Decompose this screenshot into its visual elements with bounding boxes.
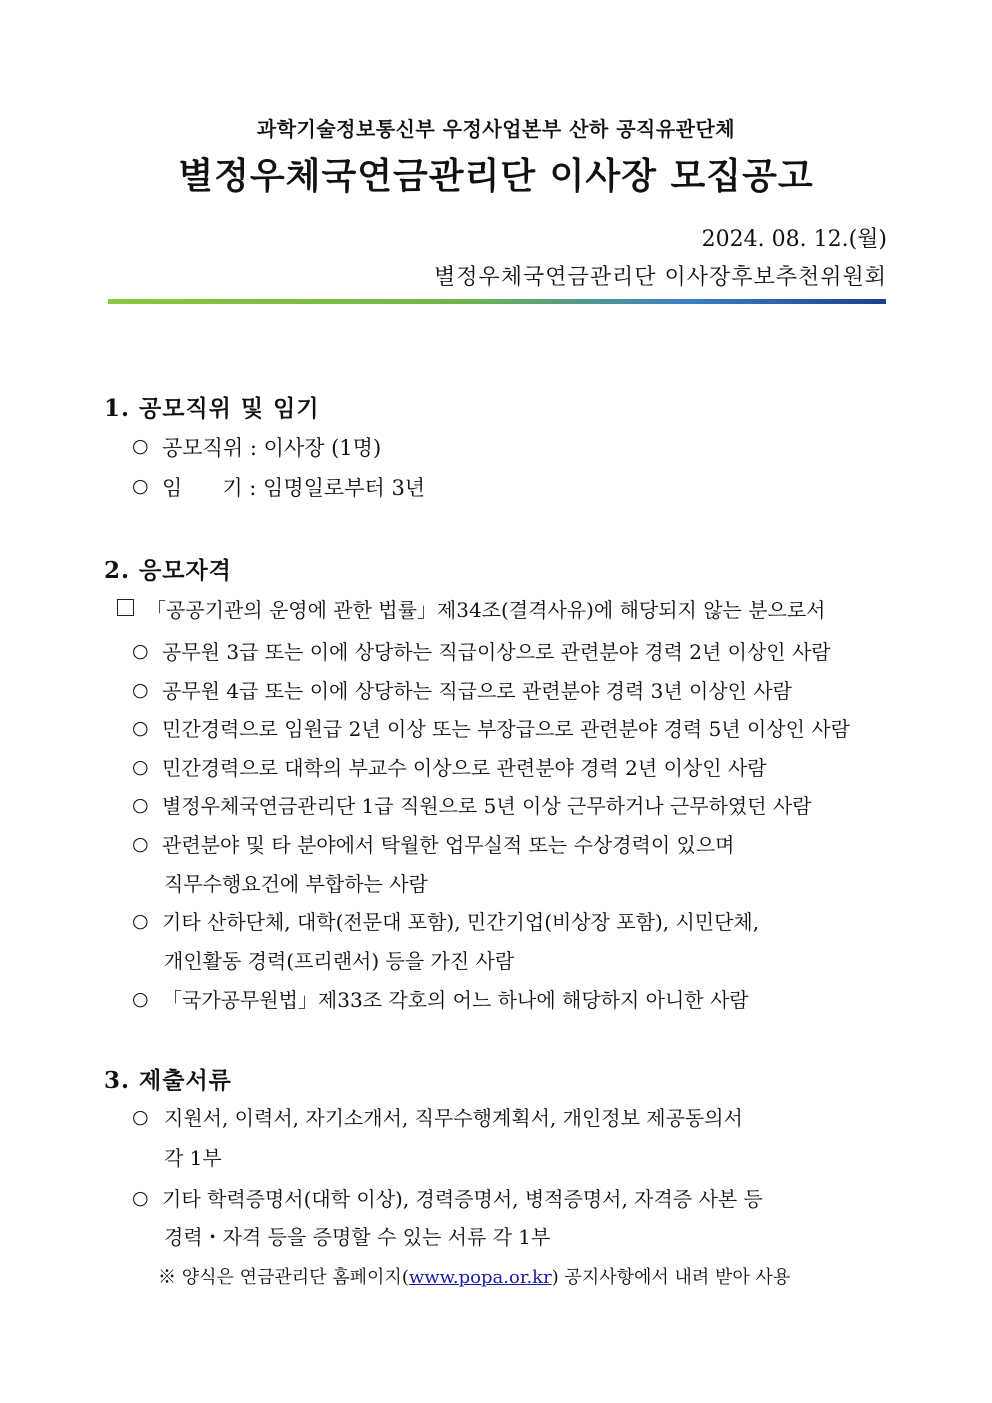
bullet-icon: ○ [132,1106,149,1128]
list-item: 민간경력으로 임원급 2년 이상 또는 부장급으로 관련분야 경력 5년 이상인 사람 [162,717,850,741]
homepage-link[interactable]: www.popa.or.kr [408,1267,552,1288]
bullet-icon: ○ [132,1187,149,1209]
list-item: 「국가공무원법」제33조 각호의 어느 하나에 해당하지 아니한 사람 [162,988,749,1012]
form-download-note [158,1263,790,1289]
bullet-icon: ○ [132,640,149,662]
list-item: 공무원 4급 또는 이에 상당하는 직급으로 관련분야 경력 3년 이상인 사람 [162,679,792,703]
list-item: 별정우체국연금관리단 1급 직원으로 5년 이상 근무하거나 근무하였던 사람 [162,794,812,818]
bullet-icon: ○ [132,833,149,855]
note-prefix: ※ 양식은 연금관리단 홈페이지( [158,1267,409,1288]
list-item: 공모직위 : 이사장 (1명) [162,436,382,460]
list-item: 기타 산하단체, 대학(전문대 포함), 민간기업(비상장 포함), 시민단체, [162,910,760,934]
bullet-icon: ○ [132,988,149,1010]
list-item: 민간경력으로 대학의 부교수 이상으로 관련분야 경력 2년 이상인 사람 [162,756,767,780]
checkbox-square-icon [117,599,134,616]
list-item: 공무원 3급 또는 이에 상당하는 직급이상으로 관련분야 경력 2년 이상인 사람 [162,640,831,664]
bullet-icon: ○ [132,435,149,457]
list-item: 관련분야 및 타 분야에서 탁월한 업무실적 또는 수상경력이 있으며 [162,833,735,857]
section-3-heading: 3. 제출서류 [104,1067,232,1094]
qualification-intro: 「공공기관의 운영에 관한 법률」제34조(결격사유)에 해당되지 않는 분으로서 [146,598,826,622]
bullet-icon: ○ [132,794,149,816]
list-item: 기타 학력증명서(대학 이상), 경력증명서, 병적증명서, 자격증 사본 등 [162,1187,763,1211]
section-1-heading: 1. 공모직위 및 임기 [104,395,320,422]
list-item: 임 기 : 임명일로부터 3년 [162,476,426,500]
issuing-committee: 별정우체국연금관리단 이사장후보추천위원회 [433,265,887,290]
notice-subtitle: 과학기술정보통신부 우정사업본부 산하 공직유관단체 [256,117,736,141]
note-suffix: ) 공지사항에서 내려 받아 사용 [551,1267,791,1288]
notice-date: 2024. 08. 12.(월) [701,227,887,252]
list-item-continuation: 개인활동 경력(프리랜서) 등을 가진 사람 [164,949,515,973]
list-item-continuation: 경력・자격 등을 증명할 수 있는 서류 각 1부 [164,1225,551,1249]
notice-title: 별정우체국연금관리단 이사장 모집공고 [178,156,814,197]
section-2-heading: 2. 응모자격 [104,557,232,584]
header-divider [108,299,886,304]
list-item-continuation: 직무수행요건에 부합하는 사람 [164,872,428,896]
list-item-continuation: 각 1부 [164,1146,222,1170]
bullet-icon: ○ [132,717,149,739]
bullet-icon: ○ [132,679,149,701]
bullet-icon: ○ [132,756,149,778]
list-item: 지원서, 이력서, 자기소개서, 직무수행계획서, 개인정보 제공동의서 [164,1106,743,1130]
bullet-icon: ○ [132,910,149,932]
bullet-icon: ○ [132,475,149,497]
